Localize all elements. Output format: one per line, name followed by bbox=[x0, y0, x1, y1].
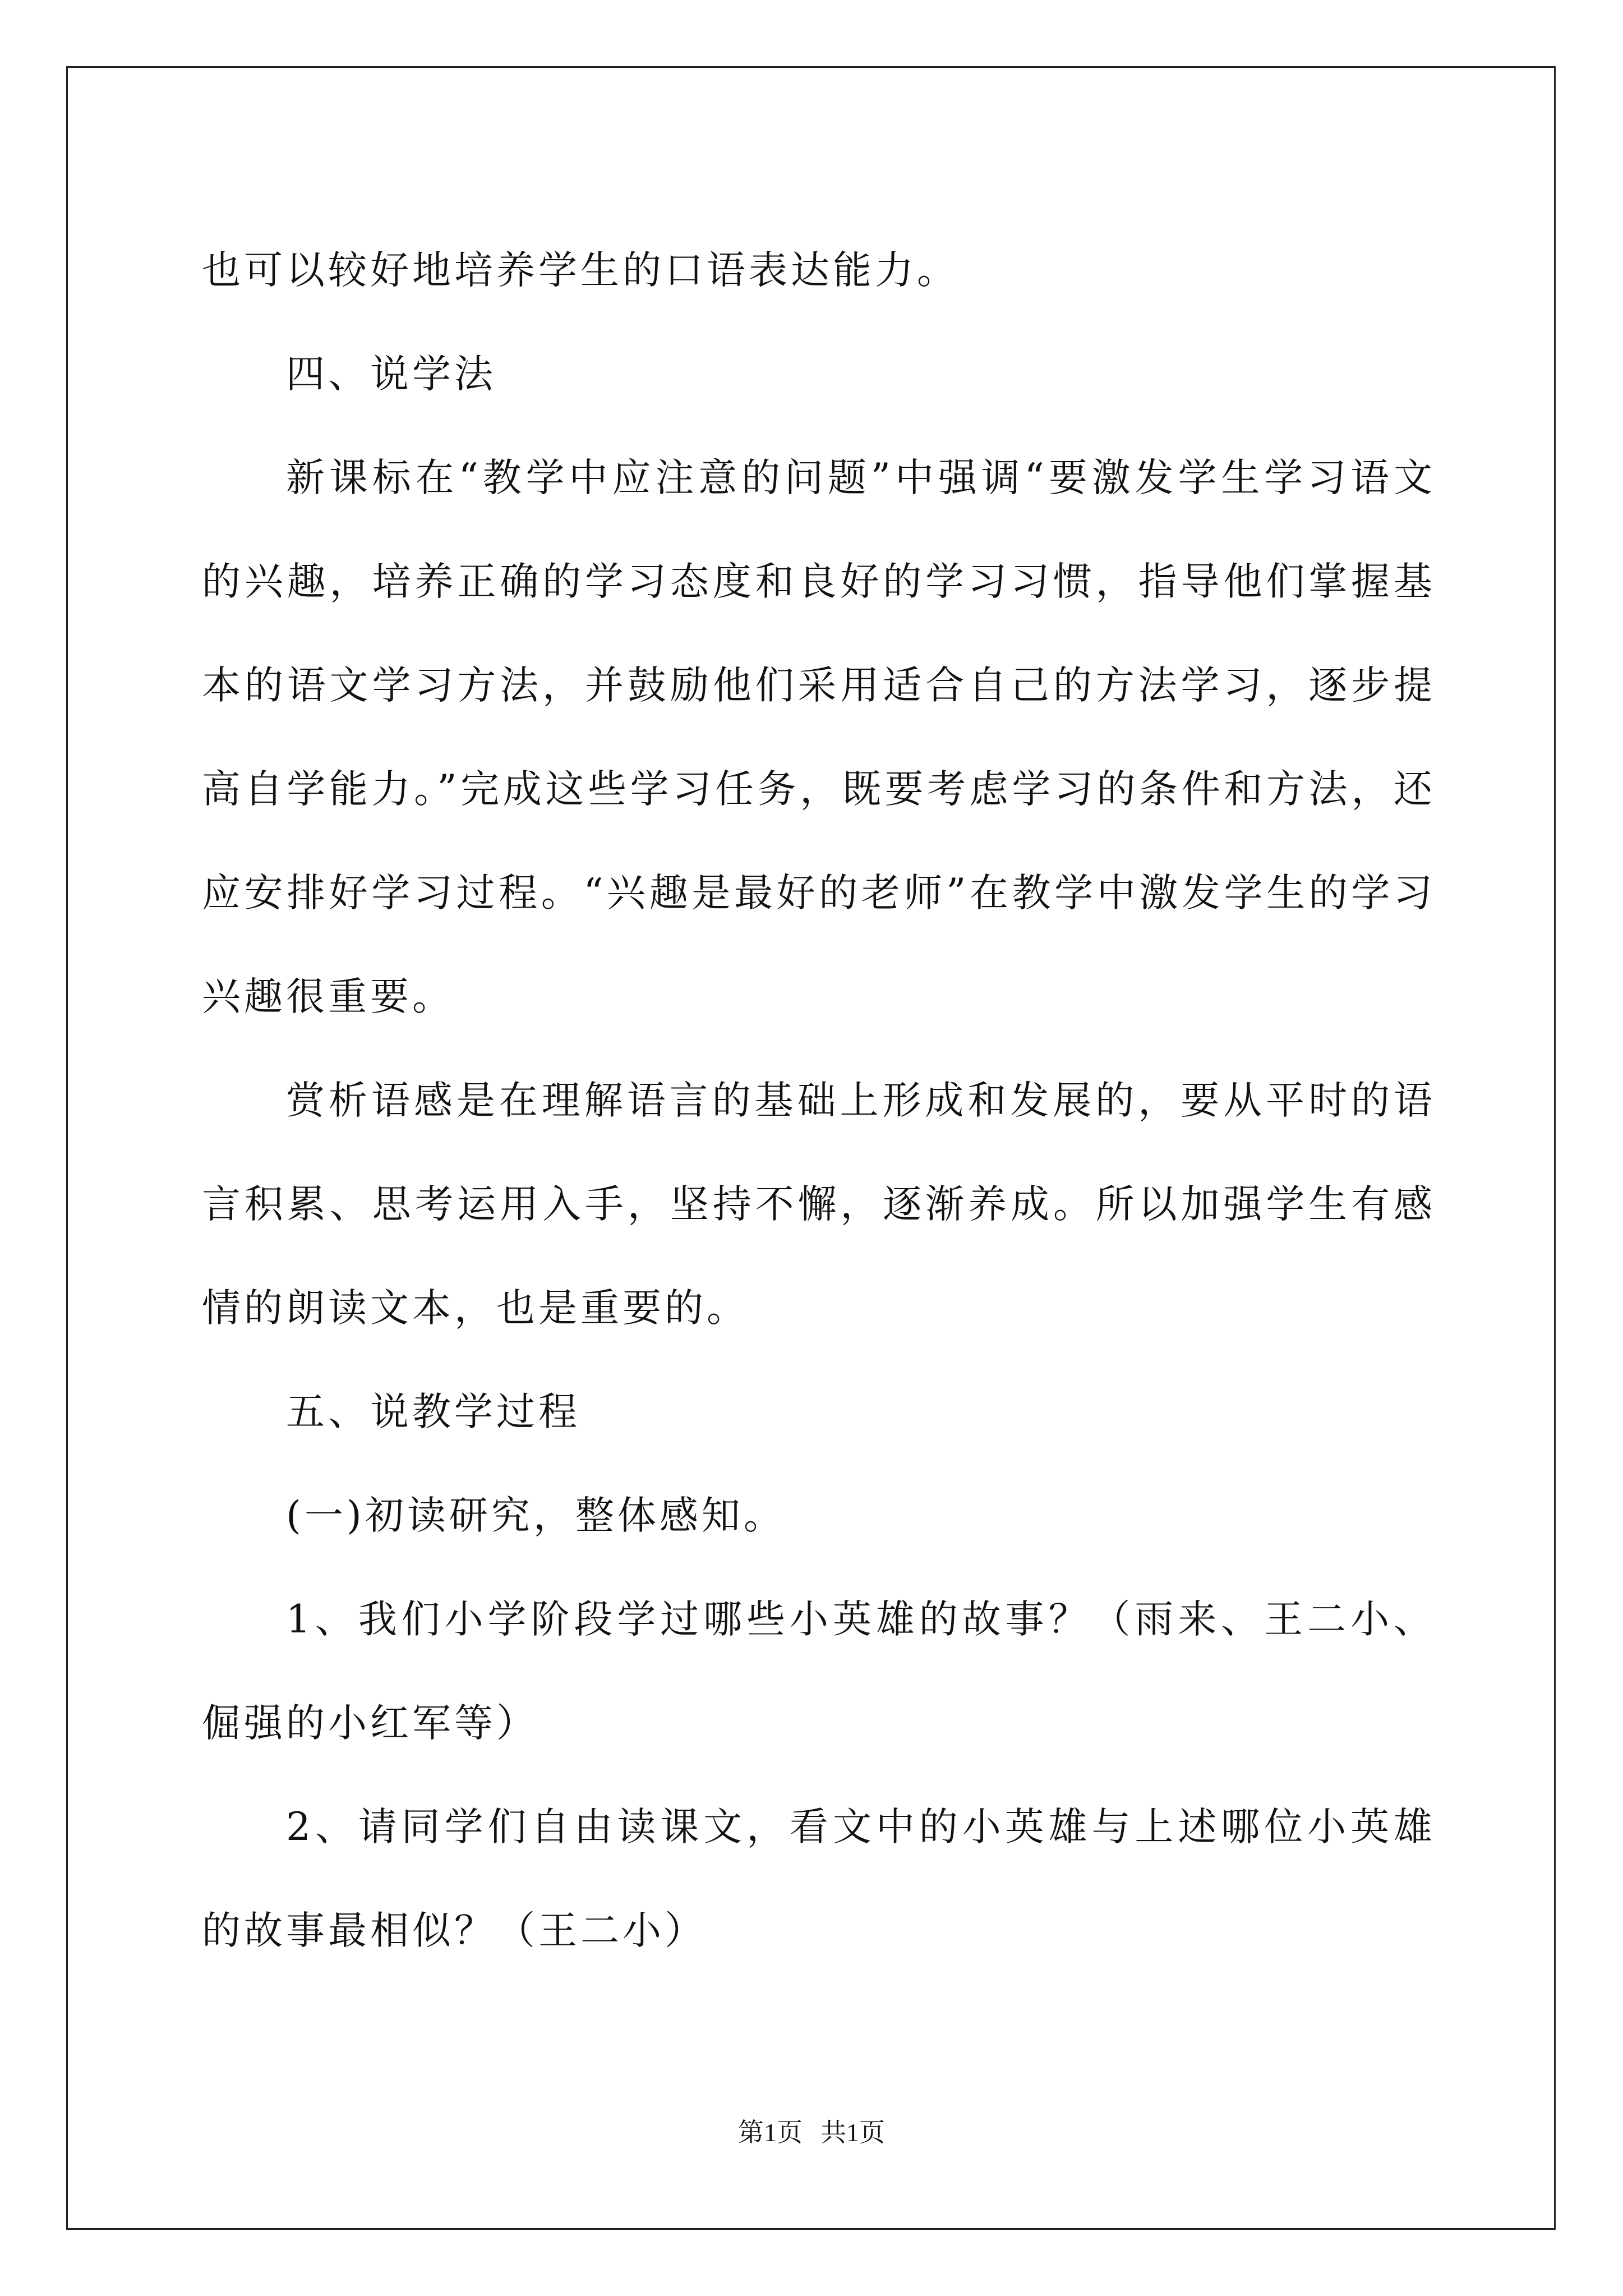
page-number-total: 共1页 bbox=[820, 2118, 885, 2147]
page-footer bbox=[0, 2112, 1623, 2149]
document-body bbox=[202, 219, 1436, 1983]
paragraph-4: 赏析语感是在理解语言的基础上形成和发展的，要从平时的语言积累、思考运用入手，坚持不懈，逐渐养成。所以加强学生有感情的朗读文本，也是重要的。 bbox=[202, 1078, 1436, 1331]
list-item-1: 1、我们小学阶段学过哪些小英雄的故事？（雨来、王二小、倔强的小红军等） bbox=[202, 1597, 1436, 1746]
page-number-current: 第1页 bbox=[738, 2118, 803, 2147]
heading-study-method: 四、说学法 bbox=[286, 352, 496, 397]
heading-teaching-process: 五、说教学过程 bbox=[286, 1389, 580, 1434]
paragraph-1: 也可以较好地培养学生的口语表达能力。 bbox=[202, 248, 959, 293]
list-item-2: 2、请同学们自由读课文，看文中的小英雄与上述哪位小英雄的故事最相似？（王二小） bbox=[202, 1805, 1436, 1953]
subheading-first-reading: (一)初读研究，整体感知。 bbox=[286, 1493, 786, 1538]
paragraph-3: 新课标在“教学中应注意的问题”中强调“要激发学生学习语文的兴趣，培养正确的学习态度和良好的学习习惯，指导他们掌握基本的语文学习方法，并鼓励他们采用适合自己的方法学习，逐步提高自学能力。”完成这些学习任务，既要考虑学习的条件和方法，还应安排好学习过程。“兴趣是最好的老师”在教学中激发学生的学习兴趣很重要。 bbox=[202, 455, 1436, 1019]
